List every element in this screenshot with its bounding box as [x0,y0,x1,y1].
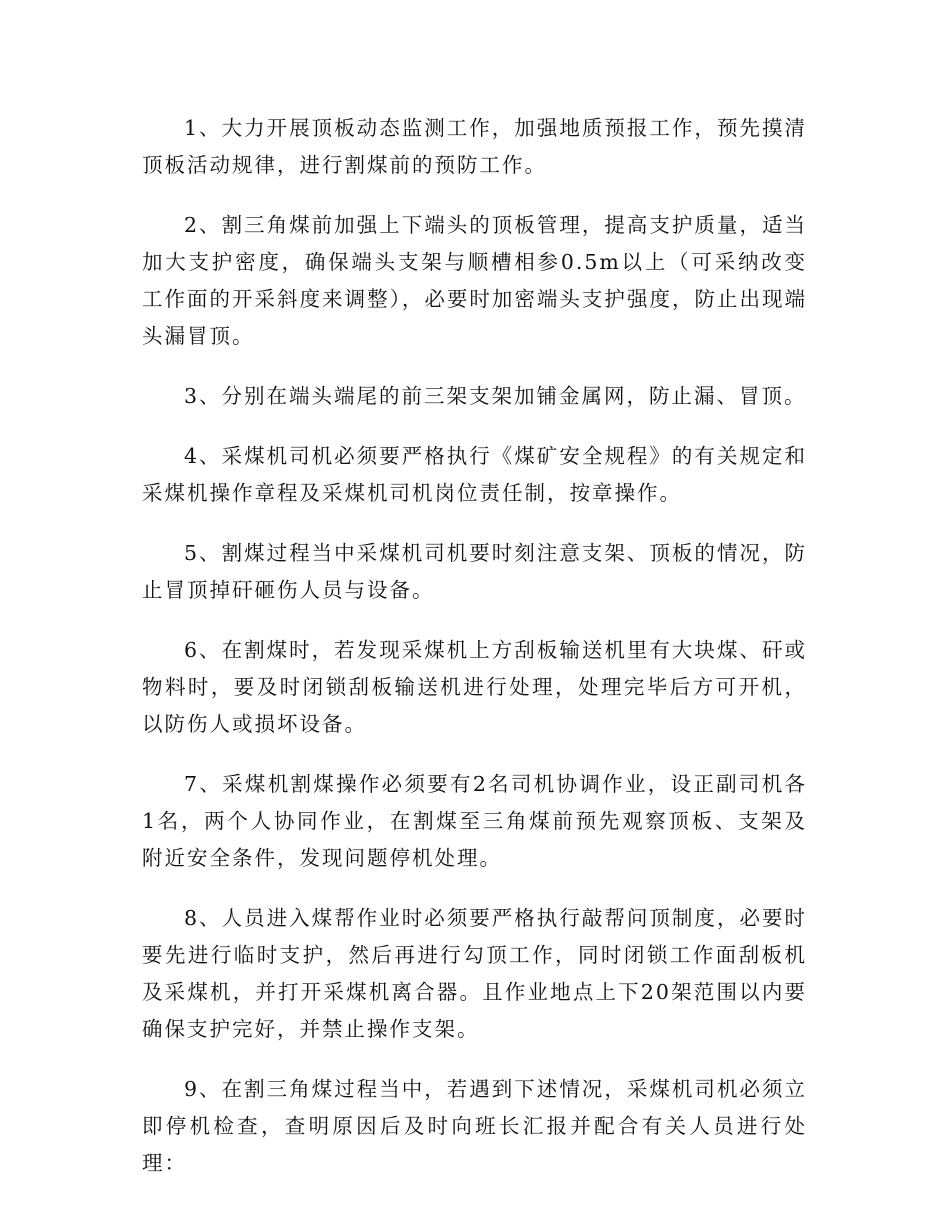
document-body [142,110,807,1205]
paragraph-4: 4、采煤机司机必须要严格执行《煤矿安全规程》的有关规定和采煤机操作章程及采煤机司机岗位责任制，按章操作。 [142,444,807,505]
paragraph-5: 5、割煤过程当中采煤机司机要时刻注意支架、顶板的情况，防止冒顶掉矸砸伤人员与设备。 [142,541,807,602]
paragraph-2: 2、割三角煤前加强上下端头的顶板管理，提高支护质量，适当加大支护密度，确保端头支架与顺槽相参0.5m以上（可采纳改变工作面的开采斜度来调整），必要时加密端头支护强度，防止出现端头漏冒顶。 [142,213,807,348]
paragraph-7: 7、采煤机割煤操作必须要有2名司机协调作业，设正副司机各1名，两个人协同作业，在割煤至三角煤前预先观察顶板、支架及附近安全条件，发现问题停机处理。 [142,772,807,870]
paragraph-1: 1、大力开展顶板动态监测工作，加强地质预报工作，预先摸清顶板活动规律，进行割煤前的预防工作。 [142,116,807,177]
paragraph-8: 8、人员进入煤帮作业时必须要严格执行敲帮问顶制度，必要时要先进行临时支护，然后再进行勾顶工作，同时闭锁工作面刮板机及采煤机，并打开采煤机离合器。且作业地点上下20架范围以内要确保支护完好，并禁止操作支架。 [142,906,807,1041]
paragraph-3: 3、分别在端头端尾的前三架支架加铺金属网，防止漏、冒顶。 [184,384,807,408]
paragraph-9: 9、在割三角煤过程当中，若遇到下述情况，采煤机司机必须立即停机检查，查明原因后及时向班长汇报并配合有关人员进行处理： [142,1077,807,1175]
paragraph-6: 6、在割煤时，若发现采煤机上方刮板输送机里有大块煤、矸或物料时，要及时闭锁刮板输送机进行处理，处理完毕后方可开机，以防伤人或损坏设备。 [142,638,807,736]
